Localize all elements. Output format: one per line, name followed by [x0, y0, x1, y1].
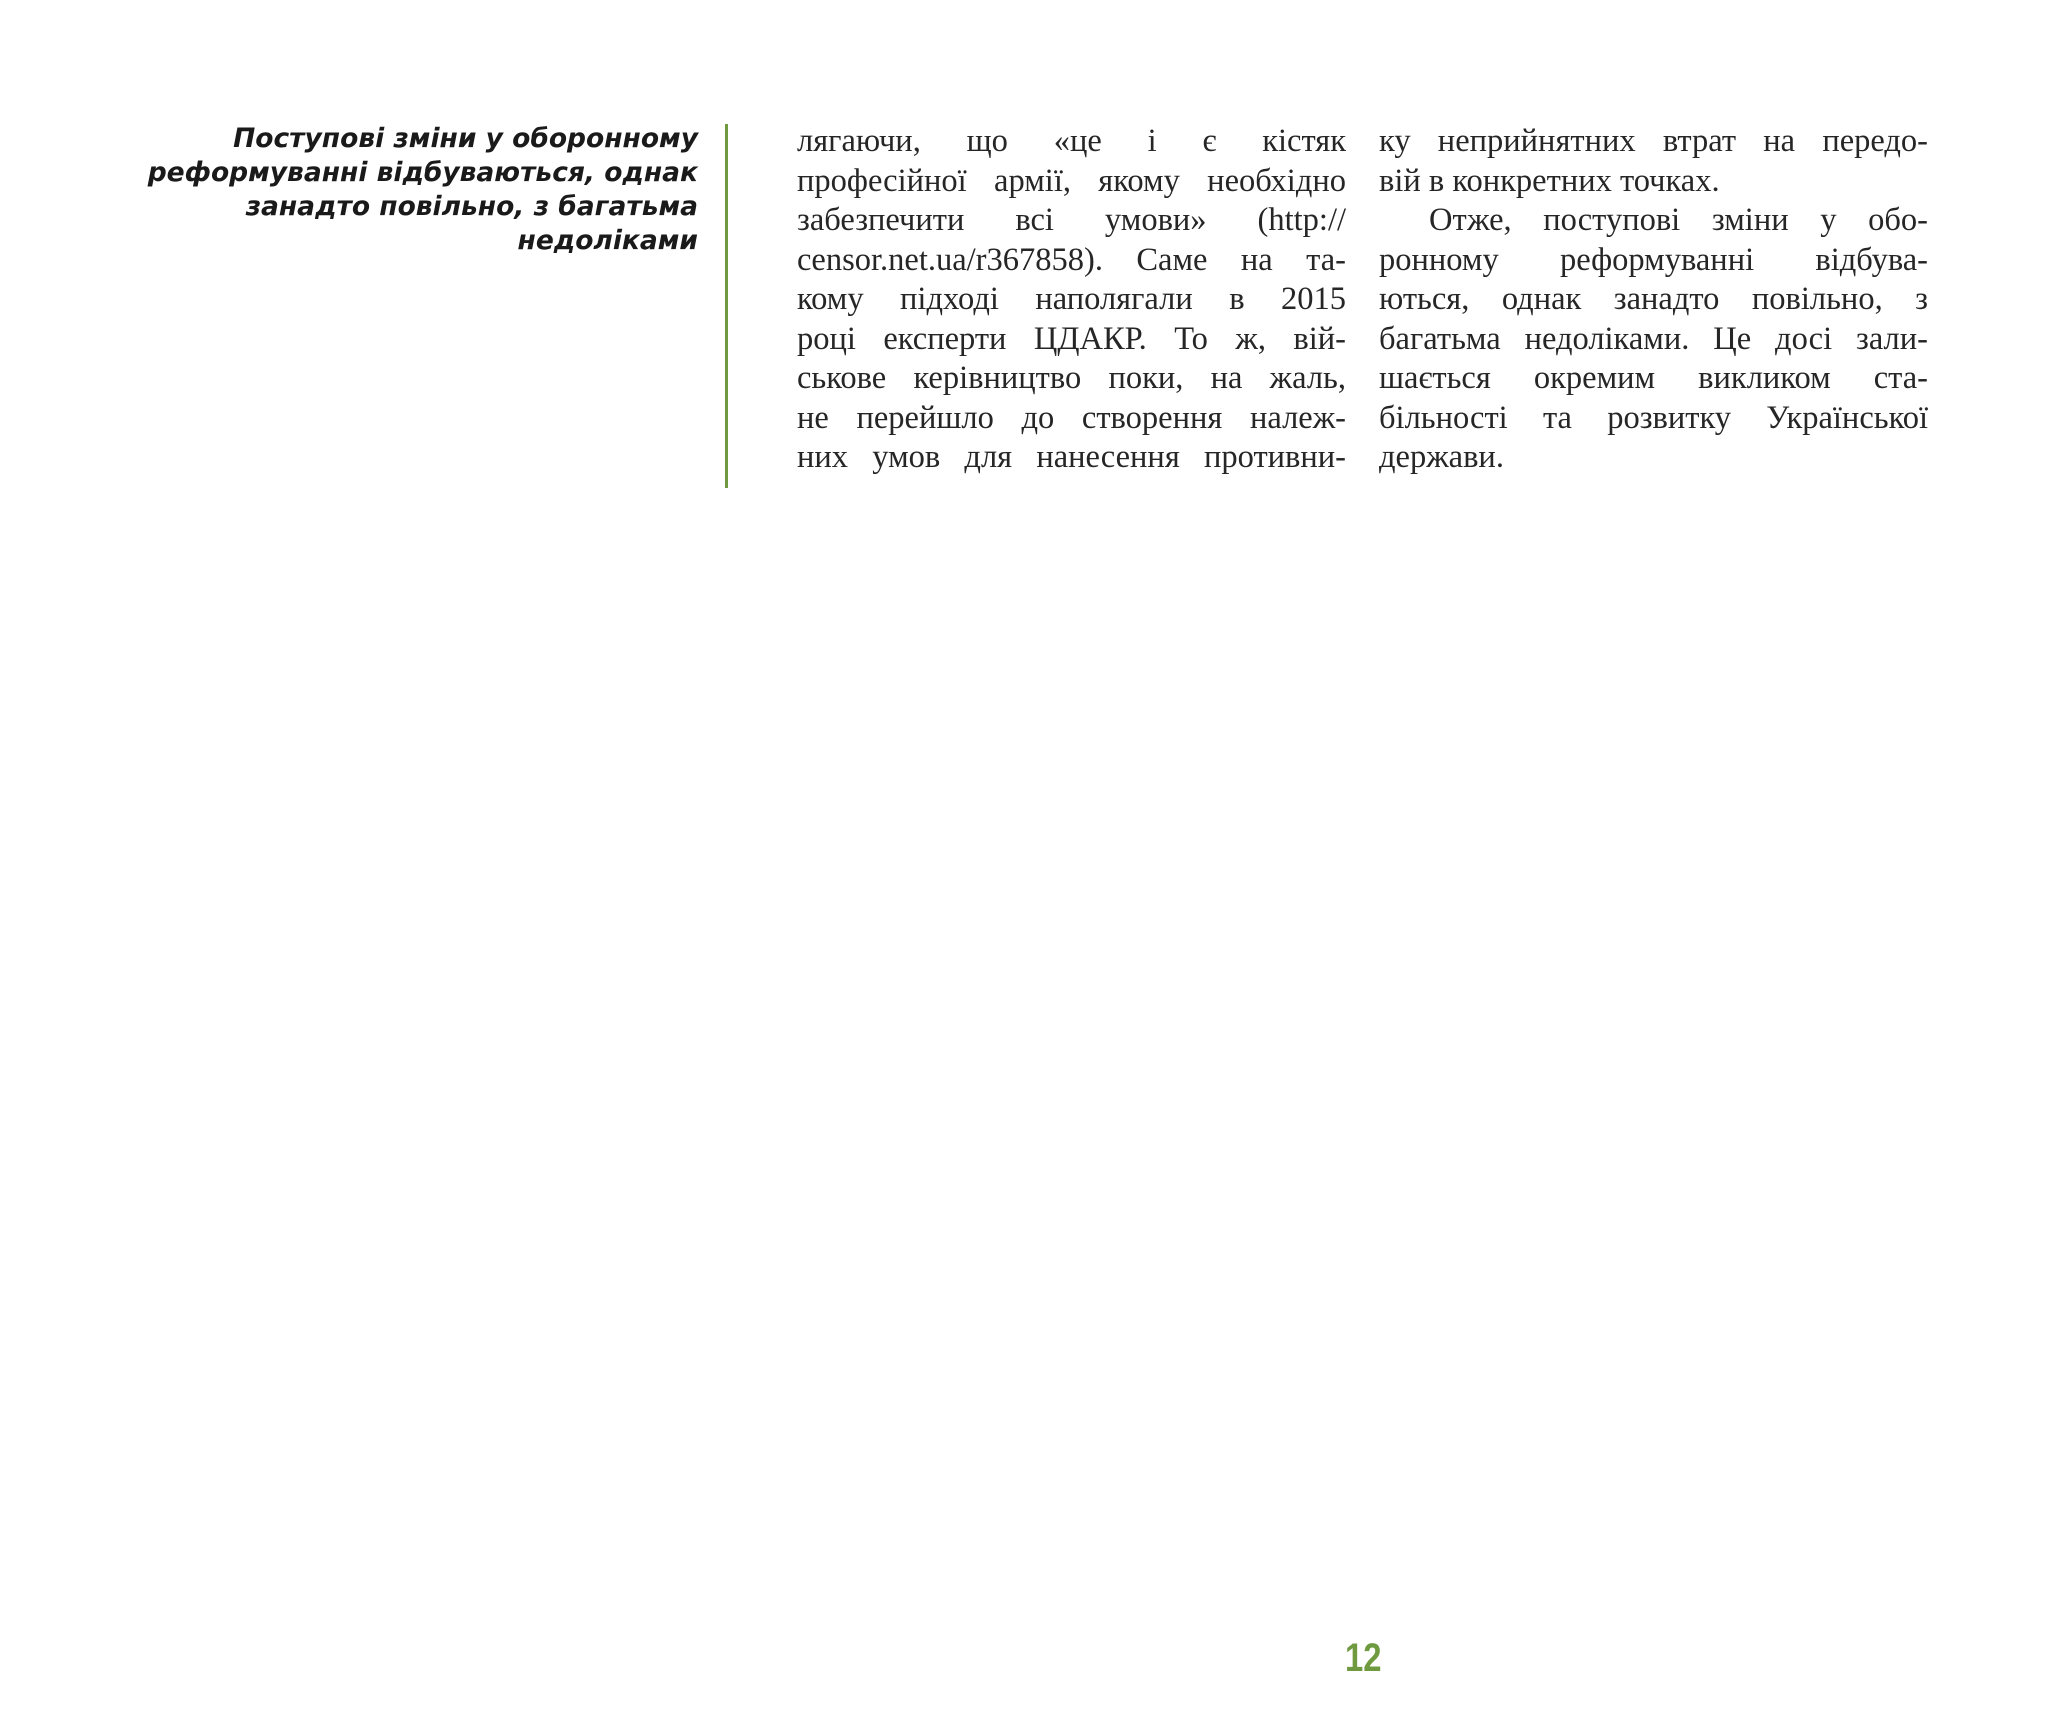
text-line: ку неприйнятних втрат на передо-: [1379, 123, 1928, 159]
vertical-divider: [725, 124, 728, 488]
text-line: не перейшло до створення належ-: [797, 399, 1346, 436]
body-column-2: [1379, 122, 1928, 478]
text-line: них умов для нанесення противни-: [797, 439, 1346, 475]
paragraph-first-line: Отже, поступові зміни у обо-: [1429, 202, 1928, 238]
body-column-1: [797, 122, 1346, 478]
text-line: лягаючи, що «це і є кістяк: [797, 123, 1346, 159]
page-number: 12: [1345, 1636, 1382, 1680]
text-line: ються, однак занадто повільно, з: [1379, 281, 1928, 317]
text-line: держави.: [1379, 439, 1504, 475]
pull-quote-line: занадто повільно, з багатьма: [245, 191, 698, 222]
text-line: ронному реформуванні відбува-: [1379, 241, 1928, 278]
pull-quote-line: Поступові зміни у оборонному: [233, 123, 698, 154]
text-line: забезпечити всі умови» (http://: [797, 202, 1346, 238]
pull-quote: [120, 122, 698, 258]
text-line: році експерти ЦДАКР. То ж, вій-: [797, 320, 1346, 357]
text-line: професійної армії, якому необхідно: [797, 162, 1346, 199]
text-line: багатьма недоліками. Це досі зали-: [1379, 320, 1928, 357]
text-line: вій в конкретних точках.: [1379, 162, 1720, 199]
text-line: censor.net.ua/r367858). Саме на та-: [797, 241, 1346, 278]
text-line: ськове керівництво поки, на жаль,: [797, 360, 1346, 396]
text-line: більності та розвитку Української: [1379, 399, 1928, 436]
pull-quote-line: реформуванні відбуваються, однак: [147, 157, 698, 188]
text-line: кому підході наполягали в 2015: [797, 281, 1346, 317]
pull-quote-line: недоліками: [517, 225, 698, 256]
text-line: шається окремим викликом ста-: [1379, 360, 1928, 396]
